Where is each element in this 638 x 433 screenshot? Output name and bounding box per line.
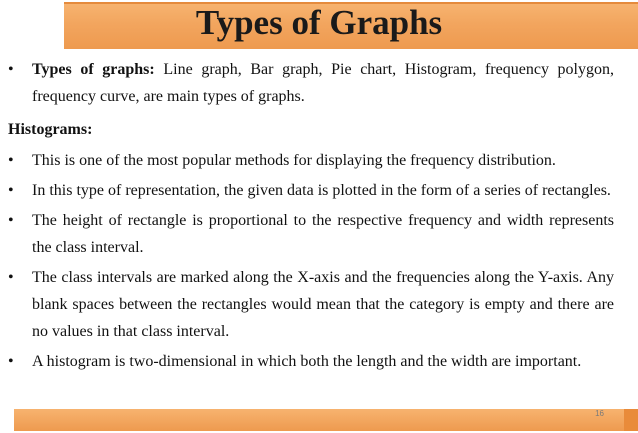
bullet-text-3: The height of rectangle is proportional to the respective frequency and width represents the class interval. xyxy=(32,212,614,256)
bullet-marker: • xyxy=(8,61,14,78)
bullet-item-2 xyxy=(8,177,614,204)
slide-content xyxy=(8,56,614,378)
footer-accent xyxy=(624,409,638,431)
footer-bar xyxy=(14,409,638,431)
intro-bullet xyxy=(8,56,614,110)
bullet-marker: • xyxy=(8,182,14,199)
bullet-item-3 xyxy=(8,207,614,261)
bullet-marker: • xyxy=(8,269,14,286)
intro-lead: Types of graphs: xyxy=(32,61,155,78)
bullet-marker: • xyxy=(8,212,14,229)
bullet-item-1 xyxy=(8,147,614,174)
page-number: 16 xyxy=(595,409,604,418)
bullet-marker: • xyxy=(8,152,14,169)
bullet-text-5: A histogram is two-dimensional in which both the length and the width are important. xyxy=(32,353,582,370)
bullet-item-4 xyxy=(8,264,614,345)
slide-title: Types of Graphs xyxy=(195,3,443,42)
intro-text: Line graph, Bar graph, Pie chart, Histogram, frequency polygon, frequency curve, are main types of graphs. xyxy=(32,61,615,105)
bullet-text-4: The class intervals are marked along the X-axis and the frequencies along the Y-axis. Any blank spaces between the rectangles would mean that the category is empty and there are no values in that class interval. xyxy=(32,269,614,340)
bullet-marker: • xyxy=(8,353,14,370)
section-heading: Histograms: xyxy=(8,121,93,138)
bullet-text-2: In this type of representation, the given data is plotted in the form of a series of rectangles. xyxy=(32,182,611,199)
bullet-item-5 xyxy=(8,348,614,375)
bullet-text-1: This is one of the most popular methods for displaying the frequency distribution. xyxy=(32,152,556,169)
